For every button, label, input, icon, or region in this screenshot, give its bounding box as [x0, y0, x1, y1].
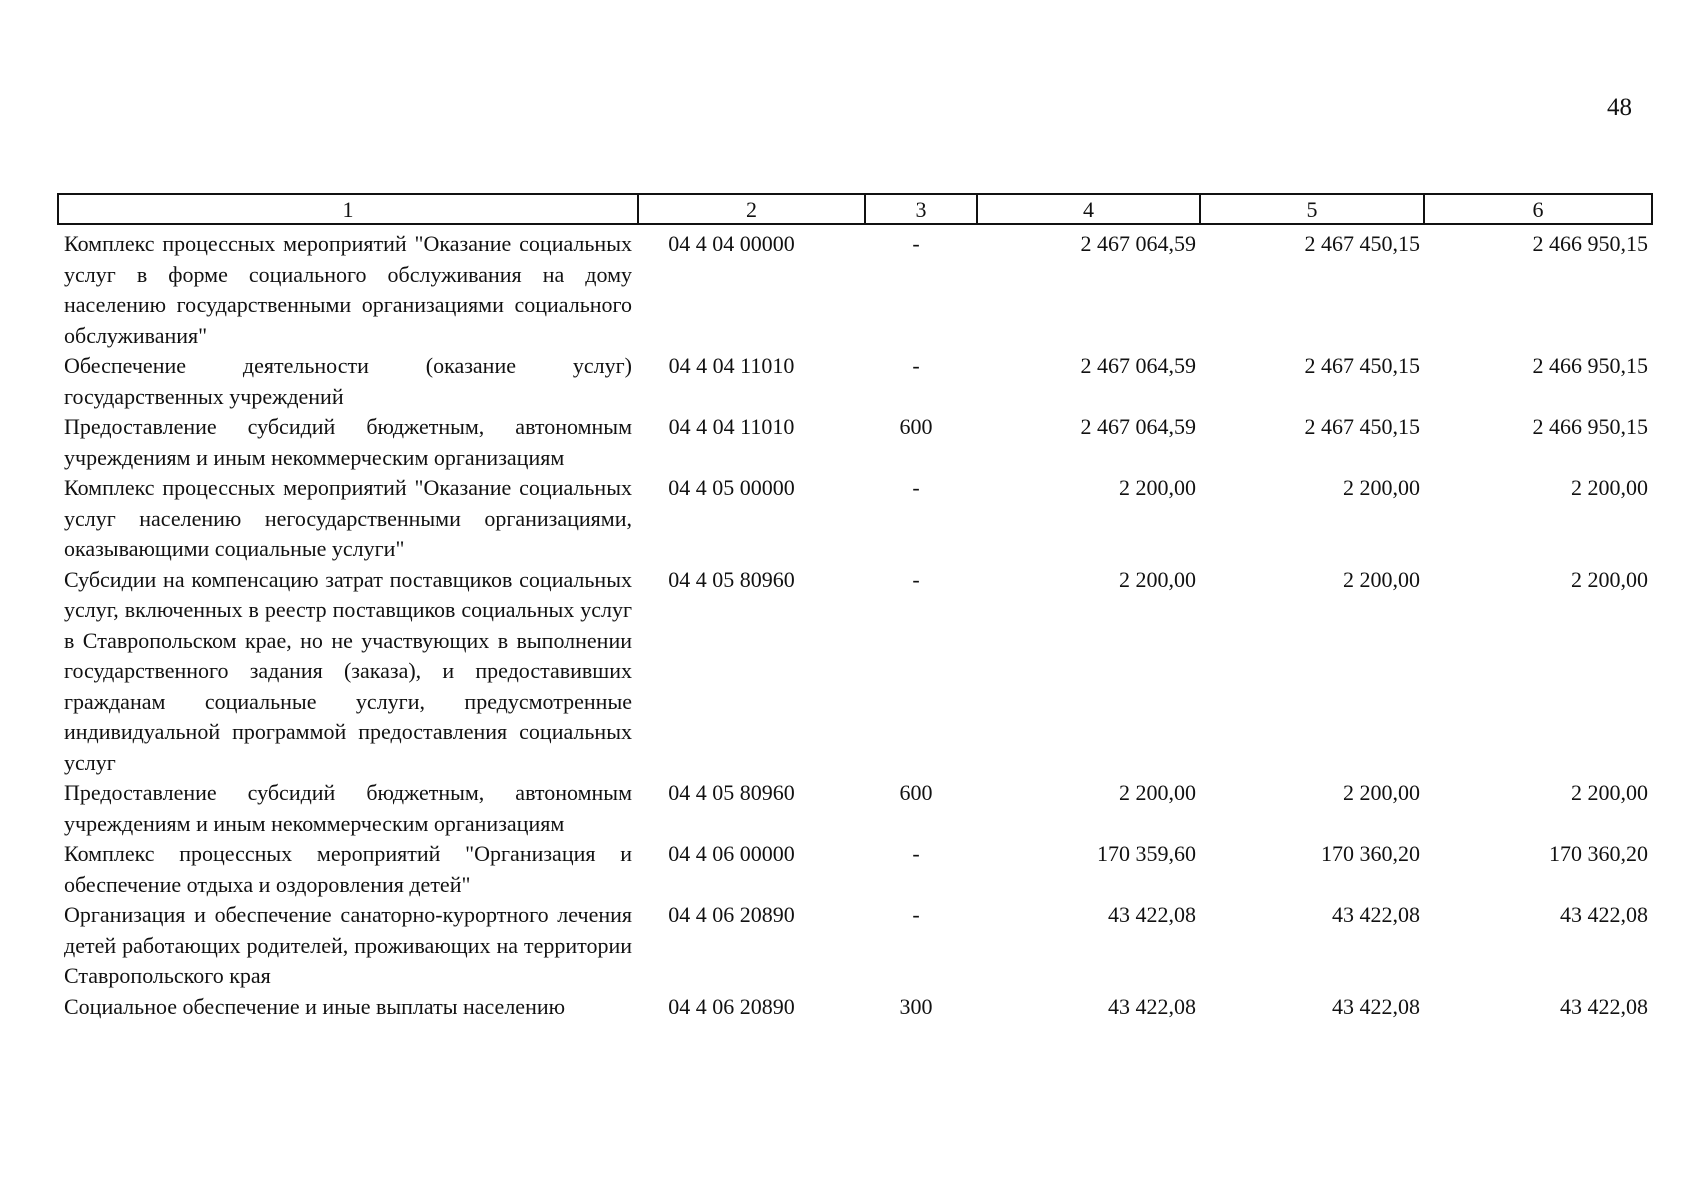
row-value-3: 2 200,00	[1571, 475, 1648, 500]
row-value-2: 2 200,00	[1343, 475, 1420, 500]
row-kvr: -	[912, 353, 920, 378]
row-value-3: 2 200,00	[1571, 566, 1648, 592]
row-kvr: -	[912, 566, 920, 592]
row-code: 04 4 06 20890	[668, 902, 795, 927]
row-value-3: 2 466 950,15	[1532, 353, 1648, 378]
row-value-2: 2 200,00	[1343, 566, 1420, 592]
row-name: Социальное обеспечение и иные выплаты населению	[64, 993, 566, 1019]
row-value-2: 43 422,08	[1332, 993, 1420, 1019]
row-value-2: 2 200,00	[1343, 780, 1420, 805]
row-value-2: 43 422,08	[1332, 902, 1420, 927]
table-row	[58, 412, 1652, 473]
row-value-1: 2 467 064,59	[1080, 353, 1196, 378]
row-name: Организация и обеспечение санаторно-курортного лечения детей работающих родителей, проживающих на территории Ставропольского края	[64, 902, 632, 988]
row-name: Комплекс процессных мероприятий "Организация и обеспечение отдыха и оздоровления детей"	[64, 841, 632, 897]
table-row	[58, 351, 1652, 412]
row-name: Комплекс процессных мероприятий "Оказание социальных услуг населению негосударственными организациями, оказывающими социальные услуги"	[64, 475, 632, 561]
table-row	[58, 992, 1652, 1023]
row-code: 04 4 05 80960	[668, 780, 795, 805]
page-number: 48	[1607, 94, 1632, 121]
row-value-3: 43 422,08	[1560, 993, 1648, 1019]
table-row	[58, 224, 1652, 351]
row-value-1: 43 422,08	[1108, 902, 1196, 927]
row-code: 04 4 06 20890	[668, 993, 795, 1019]
row-kvr: 300	[899, 993, 933, 1019]
column-header-4: 4	[977, 194, 1200, 224]
row-name: Комплекс процессных мероприятий "Оказание социальных услуг в форме социального обслуживания на дому населению государственными организациями социального обслуживания"	[64, 231, 632, 348]
row-name: Предоставление субсидий бюджетным, автономным учреждениям и иным некоммерческим организациям	[64, 414, 632, 470]
row-value-2: 170 360,20	[1321, 841, 1420, 866]
row-kvr: 600	[899, 780, 933, 805]
row-name: Субсидии на компенсацию затрат поставщиков социальных услуг, включенных в реестр поставщиков социальных услуг в Ставропольском крае, но не участвующих в выполнении государственного задания (заказа), и предоставивших гражданам социальные услуги, предусмотренные индивидуальной программой предоставления социальных услуг	[64, 566, 632, 775]
row-code: 04 4 04 11010	[668, 414, 795, 439]
row-code: 04 4 05 80960	[668, 566, 795, 592]
row-value-3: 170 360,20	[1549, 841, 1648, 866]
column-header-1: 1	[58, 194, 638, 224]
table-row	[58, 778, 1652, 839]
row-value-1: 2 200,00	[1119, 780, 1196, 805]
row-code: 04 4 05 00000	[668, 475, 795, 500]
row-value-2: 2 467 450,15	[1304, 353, 1420, 378]
row-value-1: 2 467 064,59	[1080, 231, 1196, 256]
row-value-1: 2 200,00	[1119, 566, 1196, 592]
row-code: 04 4 04 00000	[668, 231, 795, 256]
row-value-3: 43 422,08	[1560, 902, 1648, 927]
column-header-5: 5	[1200, 194, 1424, 224]
table-header-row	[58, 194, 1652, 224]
row-kvr: -	[912, 902, 920, 927]
row-value-2: 2 467 450,15	[1304, 414, 1420, 439]
row-value-3: 2 200,00	[1571, 780, 1648, 805]
row-name: Обеспечение деятельности (оказание услуг) государственных учреждений	[64, 353, 632, 409]
row-code: 04 4 04 11010	[668, 353, 795, 378]
row-value-2: 2 467 450,15	[1304, 231, 1420, 256]
row-value-1: 170 359,60	[1097, 841, 1196, 866]
row-kvr: -	[912, 231, 920, 256]
row-value-3: 2 466 950,15	[1532, 414, 1648, 439]
table-row	[58, 839, 1652, 900]
column-header-2: 2	[638, 194, 865, 224]
table-row	[58, 900, 1652, 992]
row-kvr: -	[912, 841, 920, 866]
row-value-3: 2 466 950,15	[1532, 231, 1648, 256]
budget-table	[57, 193, 1653, 1022]
row-value-1: 43 422,08	[1108, 993, 1196, 1019]
table-row	[58, 565, 1652, 779]
row-kvr: -	[912, 475, 920, 500]
column-header-6: 6	[1424, 194, 1652, 224]
row-kvr: 600	[899, 414, 933, 439]
row-code: 04 4 06 00000	[668, 841, 795, 866]
row-name: Предоставление субсидий бюджетным, автономным учреждениям и иным некоммерческим организациям	[64, 780, 632, 836]
column-header-3: 3	[865, 194, 977, 224]
row-value-1: 2 467 064,59	[1080, 414, 1196, 439]
table-row	[58, 473, 1652, 565]
row-value-1: 2 200,00	[1119, 475, 1196, 500]
